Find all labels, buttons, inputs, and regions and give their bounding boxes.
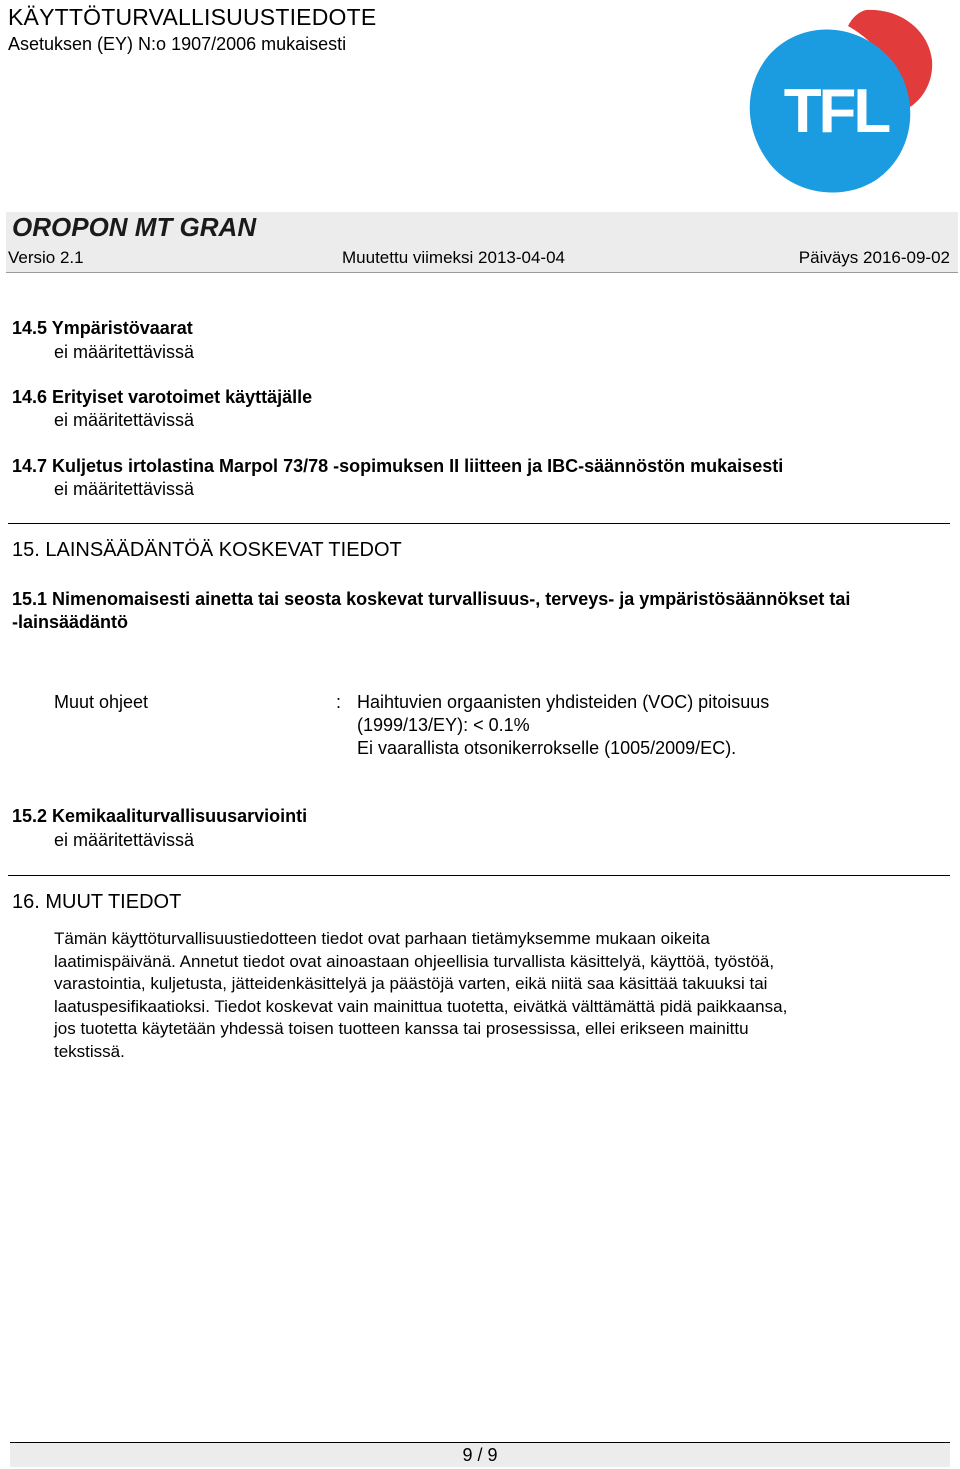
other-instructions-value-line3: Ei vaarallista otsonikerrokselle (1005/2009/EC). [357,738,737,758]
section-15-1-heading-line2: -lainsäädäntö [12,612,129,632]
section-15-2-value: ei määritettävissä [54,830,195,850]
section-14-7-heading: 14.7 Kuljetus irtolastina Marpol 73/78 -sopimuksen II liitteen ja IBC-säännöstön mukaisesti [12,456,784,476]
section-16-line: jos tuotetta käytetään yhdessä toisen tuotteen kanssa tai prosessissa, ellei erikseen mainittu [54,1019,749,1038]
section-15-1-heading-line1: 15.1 Nimenomaisesti ainetta tai seosta koskevat turvallisuus-, terveys- ja ympäristösäännökset tai [12,589,851,609]
modified-date: Muutettu viimeksi 2013-04-04 [342,248,566,267]
issue-date: Päiväys 2016-09-02 [798,248,950,267]
tfl-logo-icon [748,4,934,194]
product-name: OROPON MT GRAN [12,212,257,242]
label-colon: : [336,692,342,712]
version-label: Versio 2.1 [8,248,84,267]
section-16-line: varastointia, kuljetusta, jätteidenkäsittelyä ja päästöjä varten, eikä niitä saa käsittää takuuksi tai [54,974,768,993]
section-16-line: laatimispäivänä. Annetut tiedot ovat ainoastaan ohjeellisia turvallista käsittelyä, käyttöä, työstöä, [54,951,775,971]
other-instructions-value-line2: (1999/13/EY): < 0.1% [357,715,530,735]
section-16-text [54,928,787,1063]
page-number: 9 / 9 [462,1445,498,1465]
section-16-line: Tämän käyttöturvallisuustiedotteen tiedot ovat parhaan tietämyksemme mukaan oikeita [54,929,710,948]
section-divider [8,875,950,876]
other-instructions-label: Muut ohjeet [54,692,149,712]
section-15-heading: 15. LAINSÄÄDÄNTÖÄ KOSKEVAT TIEDOT [12,539,402,561]
other-instructions-value-line1: Haihtuvien orgaanisten yhdisteiden (VOC) pitoisuus [357,692,770,712]
section-16-line: tekstissä. [54,1041,125,1061]
section-14-5-heading: 14.5 Ympäristövaarat [12,318,193,338]
section-14-6-value: ei määritettävissä [54,410,195,430]
logo-text: TFL [783,77,889,146]
section-14-7-value: ei määritettävissä [54,479,195,499]
document-title: KÄYTTÖTURVALLISUUSTIEDOTE [8,4,377,30]
section-14-6-heading: 14.6 Erityiset varotoimet käyttäjälle [12,387,313,407]
section-16-line: laatuspesifikaatioksi. Tiedot koskevat vain mainittua tuotetta, eivätkä välttämättä pidä paikkaansa, [54,996,788,1016]
section-16-heading: 16. MUUT TIEDOT [12,891,182,913]
document-subtitle: Asetuksen (EY) N:o 1907/2006 mukaisesti [8,34,347,54]
footer-divider [10,1442,950,1443]
section-14-5-value: ei määritettävissä [54,342,195,362]
section-divider [8,523,950,524]
section-15-2-heading: 15.2 Kemikaaliturvallisuusarviointi [12,806,308,826]
